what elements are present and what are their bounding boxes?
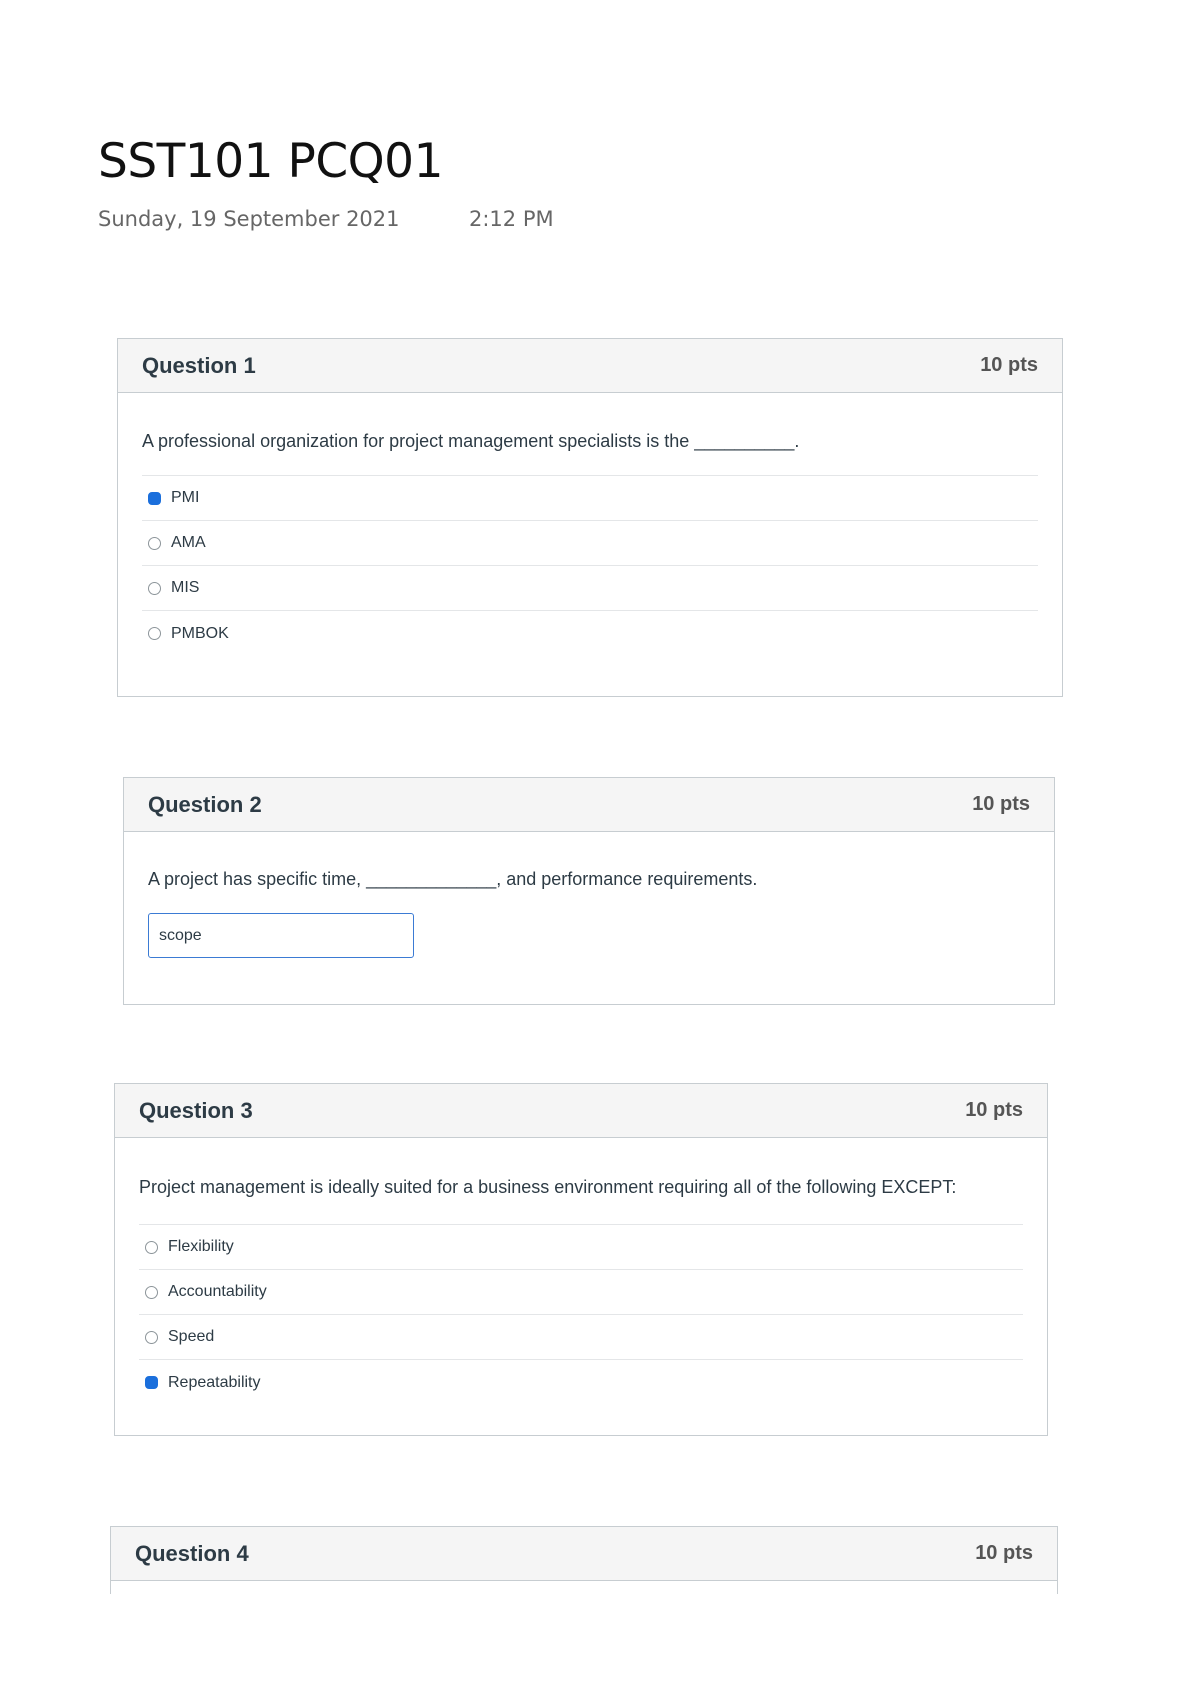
answer-option[interactable]: [142, 521, 1038, 566]
question-card-2: [123, 777, 1055, 1005]
question-text: A professional organization for project management specialists is the __________.: [142, 431, 800, 451]
question-header: [115, 1084, 1047, 1138]
answer-option[interactable]: [142, 611, 1038, 656]
question-title: Question 2: [148, 791, 262, 817]
radio-icon[interactable]: [148, 582, 161, 595]
answer-option[interactable]: [139, 1225, 1023, 1270]
radio-icon[interactable]: [148, 537, 161, 550]
answer-option[interactable]: [139, 1315, 1023, 1360]
question-header: [118, 339, 1062, 393]
radio-selected-icon[interactable]: [145, 1376, 158, 1389]
page-time: 2:12 PM: [469, 207, 554, 231]
question-header: [124, 778, 1054, 832]
question-header: [111, 1527, 1057, 1581]
answer-option[interactable]: [142, 566, 1038, 611]
question-points: 10 pts: [975, 1542, 1033, 1564]
question-card-4: [110, 1526, 1058, 1594]
question-body: [124, 832, 1054, 958]
question-text: A project has specific time, _____________, and performance requirements.: [148, 869, 758, 889]
answer-option-label: PMI: [171, 489, 200, 506]
page-date: Sunday, 19 September 2021: [98, 207, 400, 231]
question-title: Question 4: [135, 1540, 249, 1566]
radio-selected-icon[interactable]: [148, 492, 161, 505]
answer-option[interactable]: [139, 1360, 1023, 1405]
answer-option-label: Repeatability: [168, 1373, 261, 1391]
answer-option-label: PMBOK: [171, 624, 229, 642]
answer-option[interactable]: [139, 1270, 1023, 1315]
answer-option-label: Speed: [168, 1328, 215, 1345]
question-card-3: [114, 1083, 1048, 1436]
answer-input[interactable]: [148, 913, 414, 958]
radio-icon[interactable]: [145, 1286, 158, 1299]
question-points: 10 pts: [965, 1099, 1023, 1121]
radio-icon[interactable]: [148, 627, 161, 640]
answer-option-label: AMA: [171, 534, 206, 551]
answer-option-label: Accountability: [168, 1283, 267, 1300]
question-body: [118, 393, 1062, 656]
radio-icon[interactable]: [145, 1331, 158, 1344]
question-points: 10 pts: [972, 793, 1030, 815]
question-text: Project management is ideally suited for a business environment requiring all of the following EXCEPT:: [139, 1177, 957, 1197]
answer-option-label: MIS: [171, 579, 200, 596]
answer-option-label: Flexibility: [168, 1238, 234, 1255]
question-points: 10 pts: [980, 354, 1038, 376]
page-title: SST101 PCQ01: [98, 134, 443, 189]
question-title: Question 3: [139, 1097, 253, 1123]
radio-icon[interactable]: [145, 1241, 158, 1254]
question-title: Question 1: [142, 352, 256, 378]
answer-options: [142, 475, 1038, 656]
answer-options: [139, 1224, 1023, 1405]
question-body: [115, 1138, 1047, 1405]
question-card-1: [117, 338, 1063, 697]
answer-option[interactable]: [142, 476, 1038, 521]
